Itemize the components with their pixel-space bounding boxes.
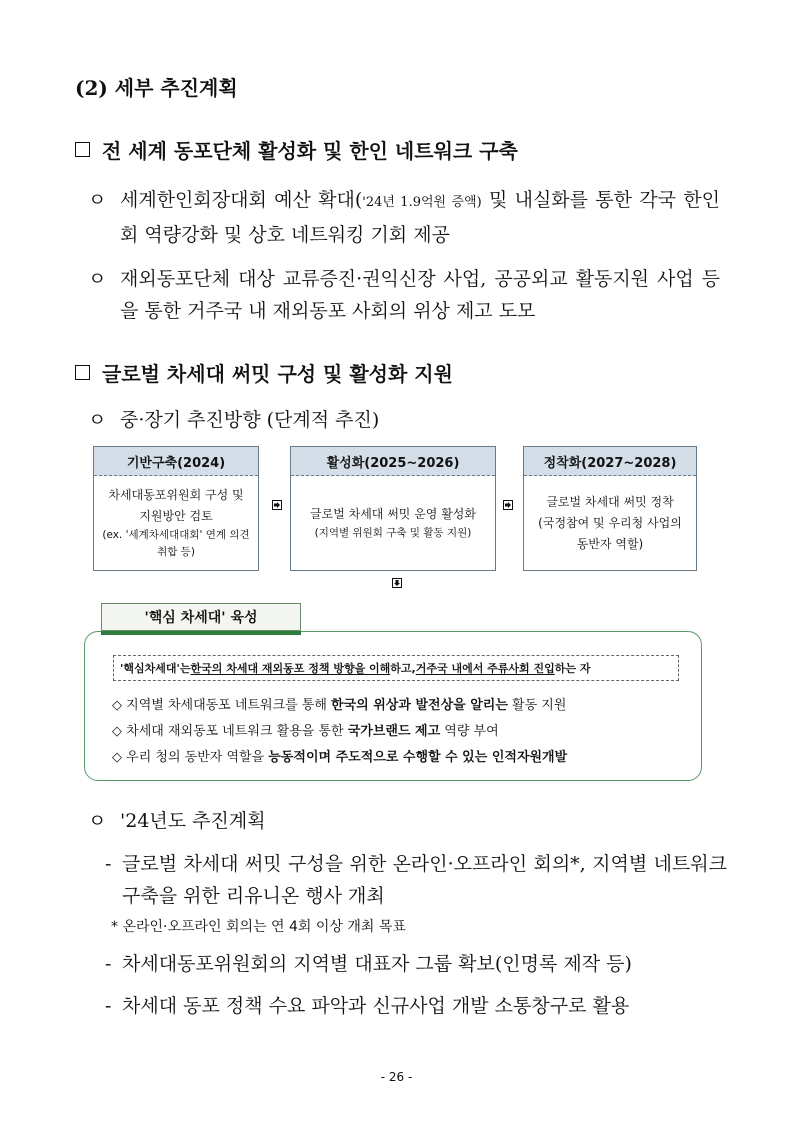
heading-next-gen-summit <box>75 358 453 387</box>
stage-box-activation <box>290 446 496 571</box>
stage-box-foundation <box>93 446 259 571</box>
item-text: 역량 부여 <box>440 724 499 739</box>
stage-line: 동반자 역할) <box>576 536 644 551</box>
bullet-circle-marker: ㅇ <box>88 189 107 211</box>
bullet-text: 재외동포단체 대상 교류증진·권익신장 사업, 공공외교 활동지원 사업 등을 통한 거주국 내 재외동포 사회의 위상 제고 도모 <box>120 268 720 322</box>
item-text: 지역별 차세대동포 네트워크를 통해 <box>126 698 332 713</box>
item-bold-text: 한국의 위상과 발전상을 알리는 <box>331 698 508 713</box>
stage-line: 차세대동포위원회 구성 및 <box>108 488 244 502</box>
item-text: 활동 지원 <box>507 698 567 713</box>
stage-body <box>94 476 258 570</box>
stage-line: 지원방안 검토 <box>139 509 213 523</box>
stage-title: 기반구축(2024) <box>94 447 258 476</box>
dash-text: 차세대동포위원회의 지역별 대표자 그룹 확보(인명록 제작 등) <box>122 953 632 975</box>
stage-line: 글로벌 차세대 써밋 운영 활성화 <box>310 507 476 521</box>
bullet-text <box>120 184 720 251</box>
footnote-text: 온라인·오프라인 회의는 연 4회 이상 개최 목표 <box>122 919 406 935</box>
definition-text: 하고, <box>390 662 416 675</box>
panel-list-item <box>112 694 566 713</box>
diamond-marker-icon: ◇ <box>112 698 122 713</box>
bullet-text: '24년도 추진계획 <box>120 810 266 832</box>
bullet-small-note: '24년 1.9억원 증액) <box>362 195 482 210</box>
checkbox-square-icon <box>75 142 90 157</box>
bullet-text-part: 및 내실화를 통한 각국 한인회 역량강화 및 상호 네트워킹 기회 제공 <box>120 189 721 246</box>
stage-note: (지역별 위원회 구축 및 활동 지원) <box>314 527 472 539</box>
item-text: 우리 청의 동반자 역할을 <box>126 750 269 765</box>
diamond-marker-icon: ◇ <box>112 750 122 765</box>
stage-note: (ex. '세계차세대대회' 연계 의견 <box>102 529 250 541</box>
item-bold-text: 능동적이며 주도적으로 수행할 수 있는 인적자원개발 <box>268 750 568 765</box>
definition-underlined: 한국의 차세대 재외동포 정책 방향을 이해 <box>190 662 391 675</box>
bullet-circle-marker: ㅇ <box>88 810 107 832</box>
stage-title: 활성화(2025~2026) <box>291 447 495 476</box>
stage-body <box>524 476 696 570</box>
dash-marker: - <box>105 953 112 975</box>
panel-tab-label: '핵심 차세대' 육성 <box>101 603 301 631</box>
section-title: (2) 세부 추진계획 <box>75 76 238 100</box>
item-text: 차세대 재외동포 네트워크 활용을 통한 <box>126 724 348 739</box>
stage-line: 글로벌 차세대 써밋 정착 <box>546 494 674 509</box>
dash-text: 차세대 동포 정책 수요 파악과 신규사업 개발 소통창구로 활용 <box>122 995 630 1017</box>
heading-text: 전 세계 동포단체 활성화 및 한인 네트워크 구축 <box>102 139 518 163</box>
panel-list-item <box>112 720 499 739</box>
panel-list-item <box>112 746 567 765</box>
arrow-right-icon <box>272 500 282 510</box>
definition-text: 하는 자 <box>554 662 591 675</box>
footnote-asterisk: * <box>111 919 118 935</box>
definition-text: '핵심차세대'는 <box>120 662 191 675</box>
definition-box <box>113 655 679 681</box>
diamond-marker-icon: ◇ <box>112 724 122 739</box>
bullet-circle-marker: ㅇ <box>88 409 107 431</box>
dash-marker: - <box>105 853 112 875</box>
stage-title: 정착화(2027~2028) <box>524 447 696 476</box>
arrow-right-icon <box>503 500 513 510</box>
item-bold-text: 국가브랜드 제고 <box>347 724 441 739</box>
bullet-text-part: 세계한인회장대회 예산 확대( <box>120 189 363 211</box>
bullet-text: 중·장기 추진방향 (단계적 추진) <box>120 409 380 431</box>
footnote <box>111 916 406 936</box>
checkbox-square-icon <box>75 365 90 380</box>
arrow-down-icon <box>392 578 402 588</box>
dash-text: 글로벌 차세대 써밋 구성을 위한 온라인·오프라인 회의*, 지역별 네트워크 구축을 위한 리유니온 행사 개최 <box>122 853 727 907</box>
bullet-circle-marker: ㅇ <box>88 268 107 290</box>
definition-underlined: 거주국 내에서 주류사회 진입 <box>415 662 555 675</box>
stage-box-settlement <box>523 446 697 571</box>
dash-marker: - <box>105 995 112 1017</box>
stage-note: 취합 등) <box>157 546 195 558</box>
page-number: - 26 - <box>380 1070 413 1084</box>
stage-body <box>291 476 495 570</box>
stage-line: (국정참여 및 우리청 사업의 <box>538 515 682 530</box>
heading-overseas-korean-network <box>75 135 518 164</box>
heading-text: 글로벌 차세대 써밋 구성 및 활성화 지원 <box>102 362 453 386</box>
